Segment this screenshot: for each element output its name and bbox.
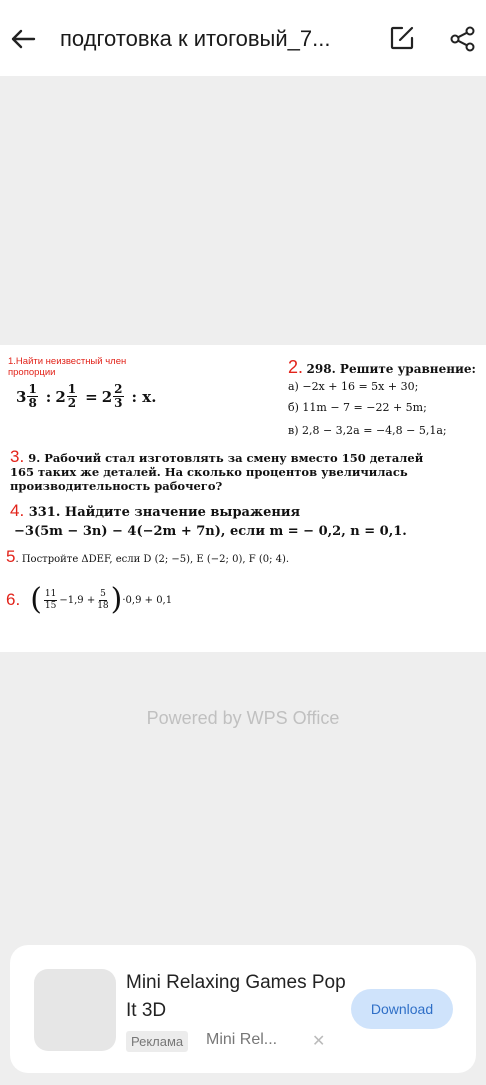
fraction (67, 383, 77, 410)
task3-text: 9. Рабочий стал изготовлять за смену вместо 150 деталей 165 таких же деталей. На сколько процентов увеличилась производительность рабочего? (10, 451, 424, 493)
document-page (0, 345, 486, 652)
paren-close: ) (110, 582, 123, 617)
equation-a: а) −2x + 16 = 5x + 30; (288, 380, 419, 393)
numerator: 1 (28, 382, 37, 396)
ad-label: Реклама (126, 1031, 188, 1052)
task-number: 5 (6, 547, 16, 566)
ad-subtitle: Mini Rel... (206, 1031, 278, 1048)
task-number: 3. (10, 447, 25, 466)
numerator: 2 (114, 382, 123, 396)
operator: = (85, 387, 98, 406)
denominator: 3 (114, 396, 123, 410)
task5-text: . Постройте ΔDEF, если D (2; −5), E (−2; 0), F (0; 4). (15, 554, 290, 565)
fraction (27, 383, 37, 410)
task-number: 2. (288, 357, 304, 377)
document-title: подготовка к итоговый_7... (60, 26, 331, 51)
task1-label: 1.Найти неизвестный член пропорции (8, 356, 127, 378)
app-bar (0, 0, 486, 76)
fraction (44, 589, 57, 612)
ad-app-icon[interactable] (34, 969, 116, 1051)
share-icon[interactable] (448, 24, 478, 54)
powered-by-footer: Powered by WPS Office (146, 708, 340, 728)
task4-heading: 331. Найдите значение выражения (28, 505, 301, 520)
task-number: 6. (6, 590, 21, 609)
denominator: 18 (97, 600, 109, 611)
expr-tail: ·0,9 + 0,1 (122, 594, 173, 606)
task6 (6, 582, 173, 617)
edit-icon[interactable] (388, 24, 416, 52)
operator: : (45, 387, 52, 406)
task5 (6, 547, 289, 567)
ad-title[interactable]: Mini Relaxing Games Pop It 3D (126, 972, 346, 1021)
numerator: 1 (67, 382, 77, 396)
task-number: 4. (10, 501, 25, 520)
denominator: 15 (44, 600, 57, 611)
task4-expression: −3(5m − 3n) − 4(−2m + 7n), если m = − 0,2, n = 0,1. (14, 524, 407, 539)
task3 (10, 447, 450, 493)
task2-heading: 298. Решите уравнение: (306, 362, 476, 376)
denominator: 2 (67, 396, 77, 410)
close-icon[interactable]: ✕ (312, 1033, 326, 1050)
equation-b: б) 11m − 7 = −22 + 5m; (288, 401, 427, 414)
ad-banner[interactable] (10, 945, 476, 1073)
equation-c: в) 2,8 − 3,2a = −4,8 − 5,1a; (288, 424, 447, 437)
paren-open: ( (30, 582, 42, 617)
numerator: 5 (100, 588, 106, 599)
mixed-whole: 2 (55, 387, 66, 406)
mixed-whole: 3 (16, 387, 27, 406)
task1-proportion (16, 383, 156, 410)
fraction (113, 383, 123, 410)
task2 (288, 359, 476, 439)
download-button[interactable]: Download (351, 989, 453, 1029)
arrow-left-icon[interactable] (8, 24, 38, 54)
denominator: 8 (28, 396, 37, 410)
mixed-whole: 2 (101, 387, 113, 406)
fraction (97, 589, 108, 612)
numerator: 11 (44, 588, 57, 599)
proportion-tail: : x. (131, 387, 157, 406)
task4 (10, 501, 470, 541)
expr-middle: −1,9 + (59, 594, 96, 606)
